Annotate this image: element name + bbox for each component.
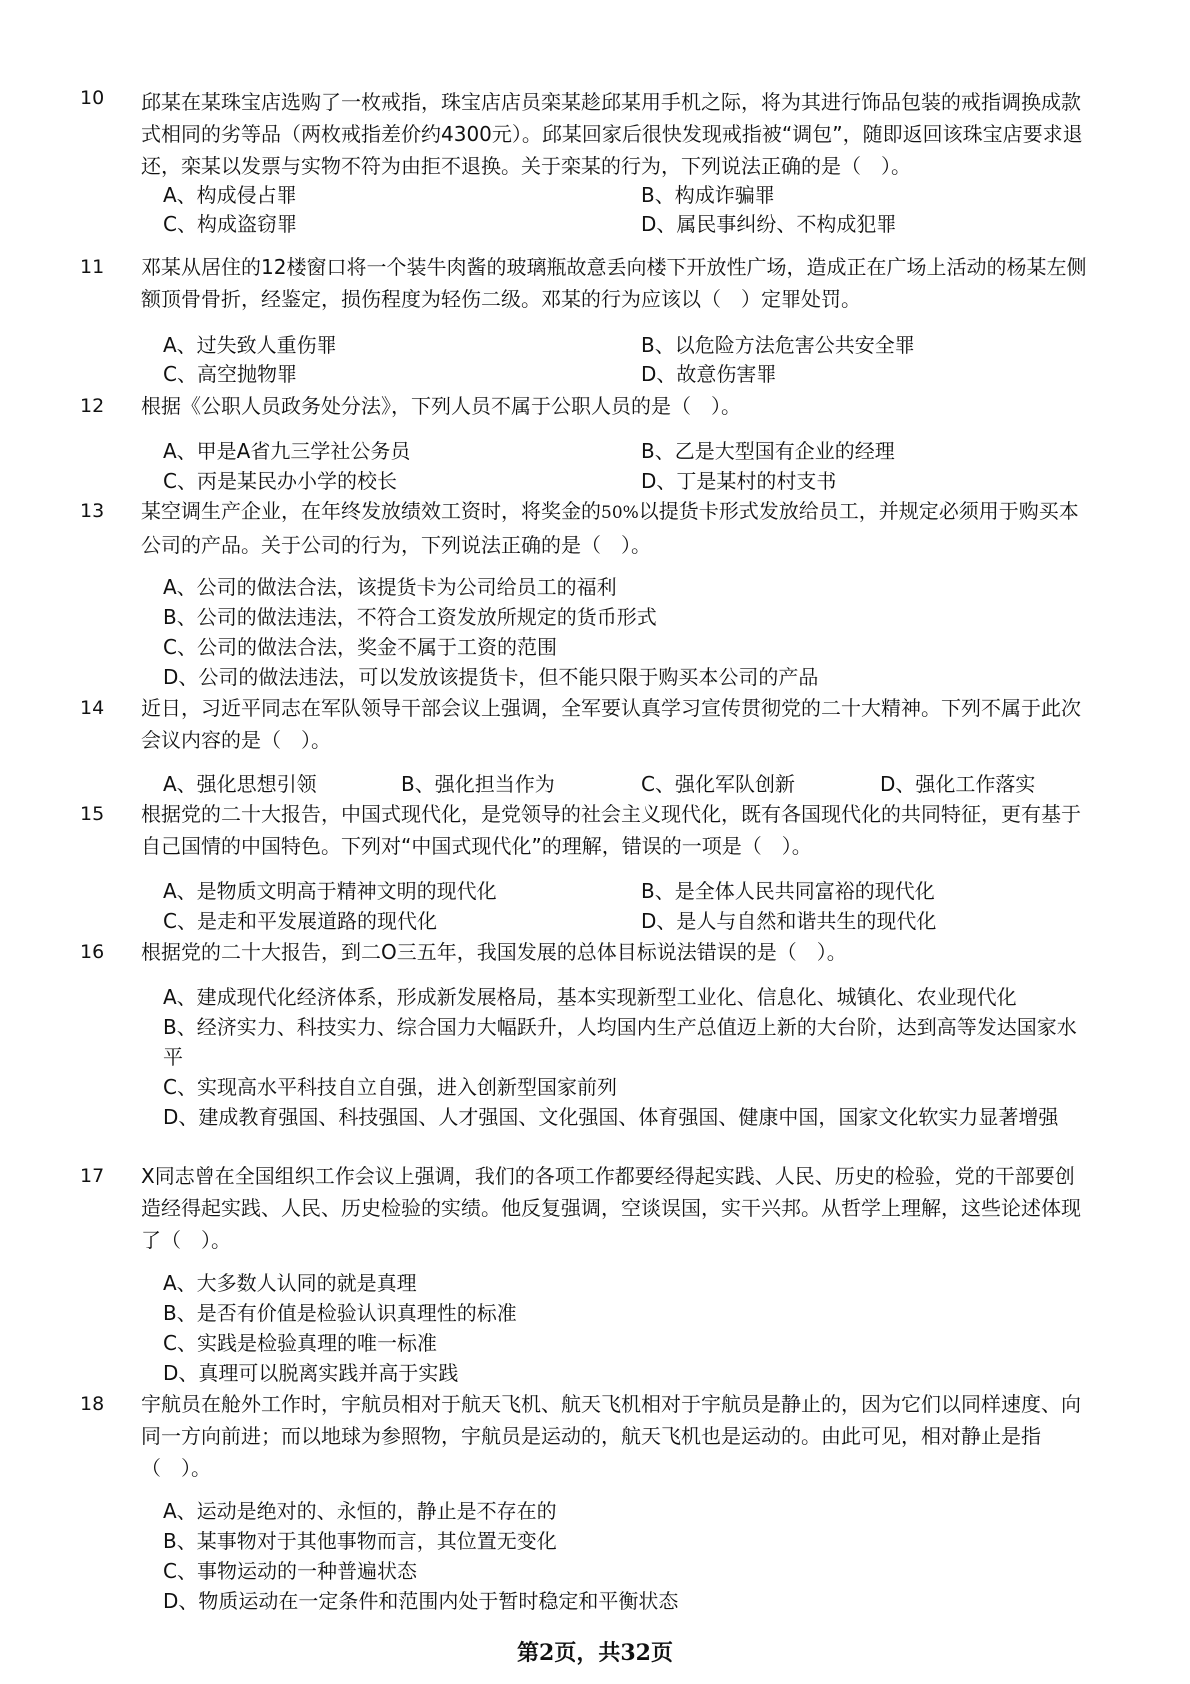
option-b[interactable]: B、公司的做法违法，不符合工资发放所规定的货币形式 — [163, 605, 657, 629]
question-number: 11 — [80, 256, 105, 278]
option-c[interactable]: C、公司的做法合法，奖金不属于工资的范围 — [163, 635, 557, 659]
option-a[interactable]: A、构成侵占罪 — [163, 183, 297, 207]
option-b[interactable]: B、某事物对于其他事物而言，其位置无变化 — [163, 1529, 557, 1553]
question-stem: 某空调生产企业，在年终发放绩效工资时，将奖金的50%以提货卡形式发放给员工，并规定必须用于购买本公司的产品。关于公司的行为，下列说法正确的是（ ）。 — [141, 499, 1079, 557]
option-a[interactable]: A、运动是绝对的、永恒的，静止是不存在的 — [163, 1499, 557, 1523]
option-c[interactable]: C、丙是某民办小学的校长 — [163, 469, 397, 493]
option-d[interactable]: D、公司的做法违法，可以发放该提货卡，但不能只限于购买本公司的产品 — [163, 665, 819, 689]
question-stem: 根据《公职人员政务处分法》，下列人员不属于公职人员的是（ ）。 — [141, 394, 741, 418]
question-stem: 邓某从居住的12楼窗口将一个装牛肉酱的玻璃瓶故意丢向楼下开放性广场，造成正在广场上活动的杨某左侧额顶骨骨折，经鉴定，损伤程度为轻伤二级。邓某的行为应该以（ ）定罪处罚。 — [141, 255, 1087, 311]
option-b[interactable]: B、是全体人民共同富裕的现代化 — [641, 879, 935, 903]
option-d[interactable]: D、建成教育强国、科技强国、人才强国、文化强国、体育强国、健康中国，国家文化软实力显著增强 — [163, 1105, 1059, 1129]
option-a[interactable]: A、甲是A省九三学社公务员 — [163, 439, 411, 463]
option-b[interactable]: B、经济实力、科技实力、综合国力大幅跃升，人均国内生产总值迈上新的大台阶，达到高等发达国家水平 — [163, 1015, 1077, 1069]
option-a[interactable]: A、强化思想引领 — [163, 772, 317, 796]
question-number: 13 — [80, 500, 105, 522]
question-number: 17 — [80, 1165, 105, 1187]
option-d[interactable]: D、物质运动在一定条件和范围内处于暂时稳定和平衡状态 — [163, 1589, 679, 1613]
page-number: 第2页，共32页 — [517, 1640, 673, 1666]
question-stem: 根据党的二十大报告，中国式现代化，是党领导的社会主义现代化，既有各国现代化的共同特征，更有基于自己国情的中国特色。下列对“中国式现代化”的理解，错误的一项是（ ）。 — [141, 802, 1081, 858]
option-a[interactable]: A、是物质文明高于精神文明的现代化 — [163, 879, 497, 903]
option-d[interactable]: D、强化工作落实 — [880, 772, 1036, 796]
option-a[interactable]: A、过失致人重伤罪 — [163, 333, 337, 357]
option-c[interactable]: C、实践是检验真理的唯一标准 — [163, 1331, 437, 1355]
percent-value: 50% — [601, 503, 639, 523]
question-stem: X同志曾在全国组织工作会议上强调，我们的各项工作都要经得起实践、人民、历史的检验，党的干部要创造经得起实践、人民、历史检验的实绩。他反复强调，空谈误国，实干兴邦。从哲学上理解，这些论述体现了（ ）。 — [141, 1164, 1081, 1252]
option-a[interactable]: A、建成现代化经济体系，形成新发展格局，基本实现新型工业化、信息化、城镇化、农业现代化 — [163, 985, 1017, 1009]
option-c[interactable]: C、事物运动的一种普遍状态 — [163, 1559, 417, 1583]
option-c[interactable]: C、高空抛物罪 — [163, 362, 297, 386]
question-stem: 宇航员在舱外工作时，宇航员相对于航天飞机、航天飞机相对于宇航员是静止的，因为它们以同样速度、向同一方向前进；而以地球为参照物，宇航员是运动的，航天飞机也是运动的。由此可见，相对静止是指（ ）。 — [141, 1392, 1081, 1480]
option-b[interactable]: B、是否有价值是检验认识真理性的标准 — [163, 1301, 517, 1325]
question-number: 15 — [80, 803, 105, 825]
question-number: 10 — [80, 87, 105, 109]
question-number: 12 — [80, 395, 105, 417]
option-a[interactable]: A、公司的做法合法，该提货卡为公司给员工的福利 — [163, 575, 617, 599]
question-stem: 邱某在某珠宝店选购了一枚戒指，珠宝店店员栾某趁邱某用手机之际，将为其进行饰品包装的戒指调换成款式相同的劣等品（两枚戒指差价约4300元）。邱某回家后很快发现戒指被“调包”，随即返回该珠宝店要求退还，栾某以发票与实物不符为由拒不退换。关于栾某的行为，下列说法正确的是（ ）。 — [141, 90, 1083, 178]
option-d[interactable]: D、故意伤害罪 — [641, 362, 777, 386]
option-d[interactable]: D、真理可以脱离实践并高于实践 — [163, 1361, 459, 1385]
question-number: 16 — [80, 941, 105, 963]
option-c[interactable]: C、强化军队创新 — [641, 772, 795, 796]
option-b[interactable]: B、以危险方法危害公共安全罪 — [641, 333, 915, 357]
question-number: 18 — [80, 1393, 105, 1415]
option-b[interactable]: B、强化担当作为 — [401, 772, 555, 796]
option-d[interactable]: D、丁是某村的村支书 — [641, 469, 837, 493]
option-b[interactable]: B、构成诈骗罪 — [641, 183, 775, 207]
question-stem: 近日，习近平同志在军队领导干部会议上强调，全军要认真学习宣传贯彻党的二十大精神。下列不属于此次会议内容的是（ ）。 — [141, 696, 1081, 752]
option-b[interactable]: B、乙是大型国有企业的经理 — [641, 439, 895, 463]
question-stem: 根据党的二十大报告，到二O三五年，我国发展的总体目标说法错误的是（ ）。 — [141, 940, 847, 964]
option-d[interactable]: D、是人与自然和谐共生的现代化 — [641, 909, 937, 933]
option-c[interactable]: C、构成盗窃罪 — [163, 212, 297, 236]
option-c[interactable]: C、是走和平发展道路的现代化 — [163, 909, 437, 933]
option-c[interactable]: C、实现高水平科技自立自强，进入创新型国家前列 — [163, 1075, 617, 1099]
question-number: 14 — [80, 697, 105, 719]
option-a[interactable]: A、大多数人认同的就是真理 — [163, 1271, 417, 1295]
option-d[interactable]: D、属民事纠纷、不构成犯罪 — [641, 212, 897, 236]
